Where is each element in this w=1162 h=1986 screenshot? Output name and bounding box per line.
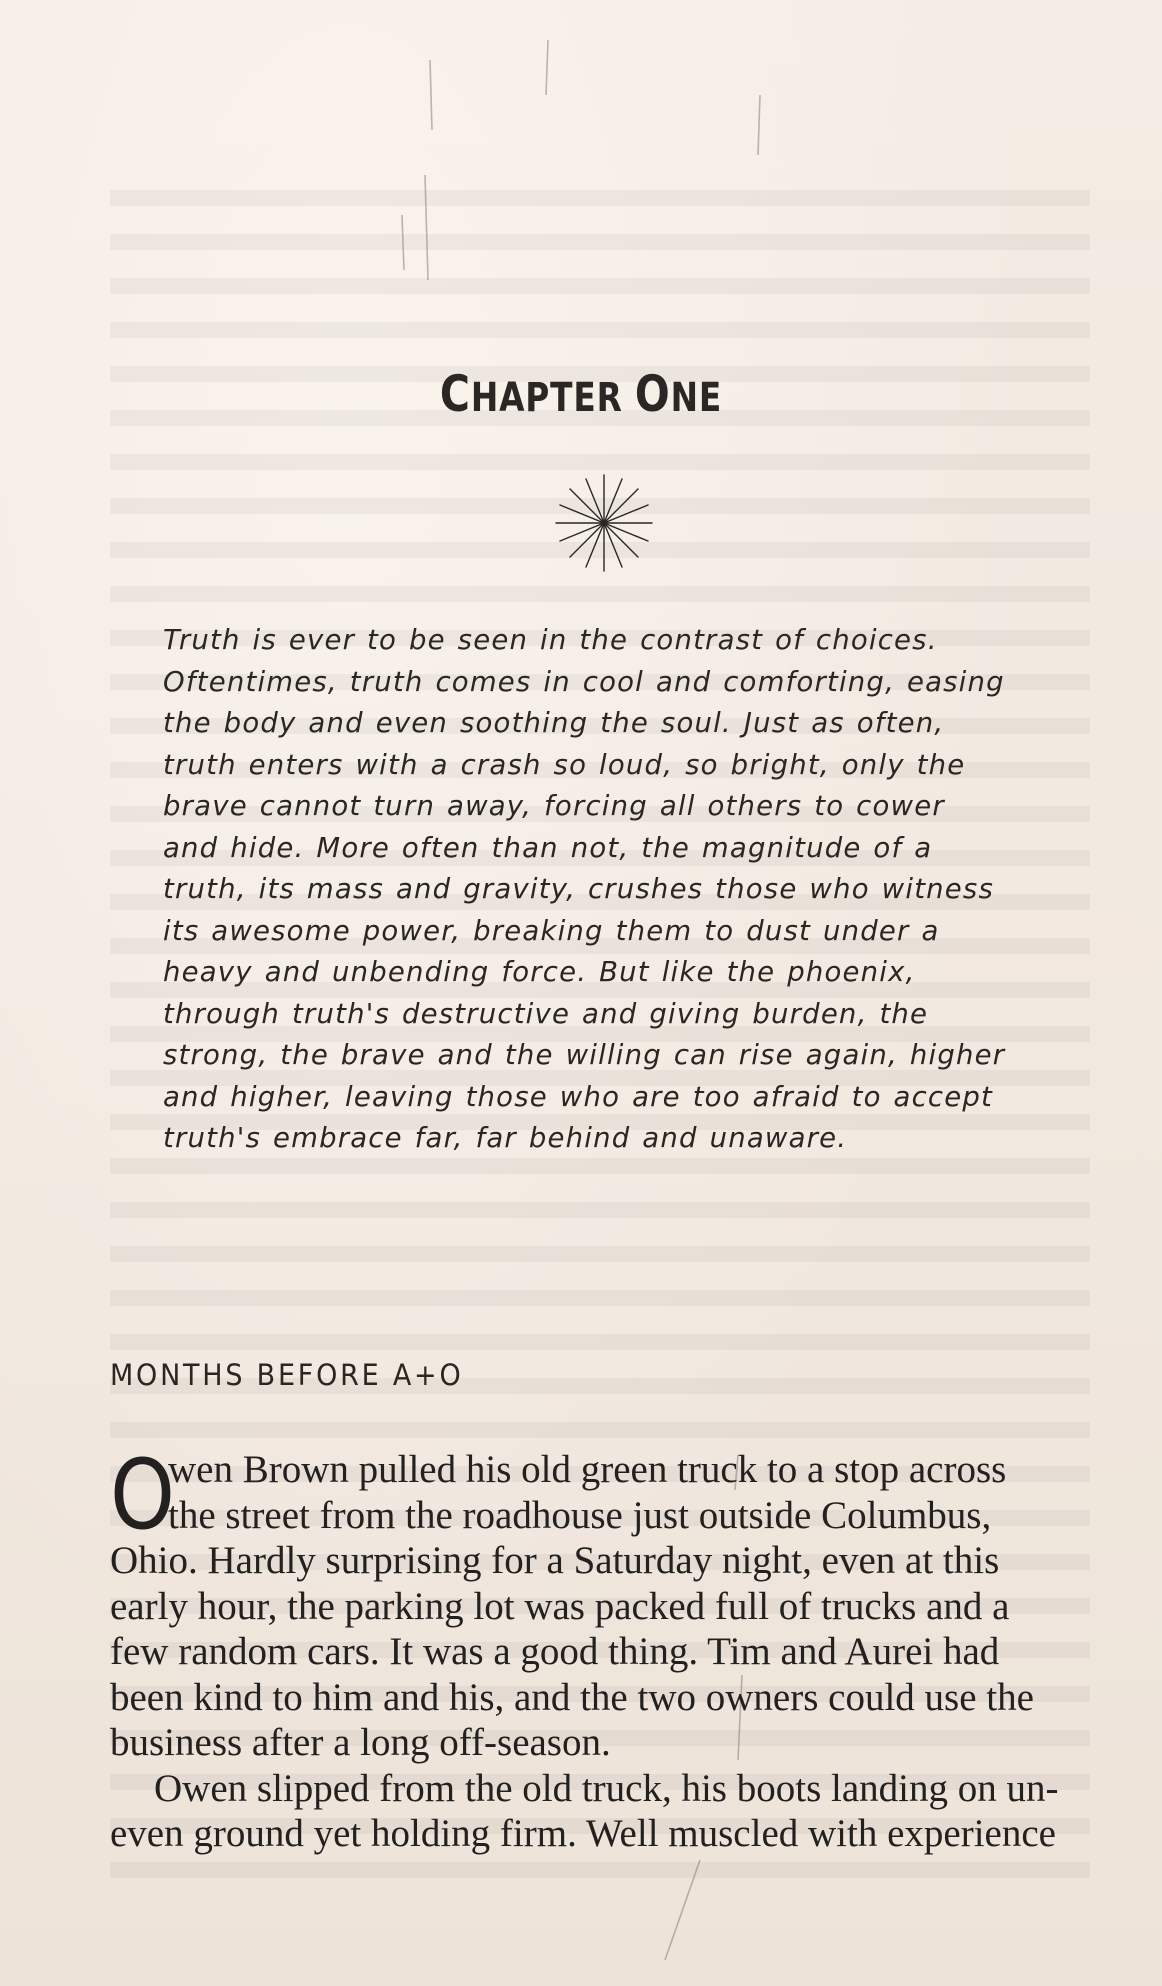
epigraph-line: and hide. More often than not, the magnitude of a (163, 831, 933, 864)
epigraph-line: Truth is ever to be seen in the contrast of choices. (163, 624, 938, 656)
body-line: Owen slipped from the old truck, his boots landing on un- (154, 1766, 1059, 1810)
body-line: early hour, the parking lot was packed full of trucks and a (110, 1584, 1010, 1628)
epigraph-line: and higher, leaving those who are too afraid to accept (163, 1080, 993, 1113)
chapter-title (105, 364, 1058, 428)
chapter-title-word-ne: NE (670, 375, 723, 421)
chapter-title-cap-o: O (634, 365, 671, 423)
drop-cap: O (110, 1439, 175, 1551)
epigraph-line: Oftentimes, truth comes in cool and comforting, easing (163, 665, 1005, 698)
body-line: few random cars. It was a good thing. Tim and Aurei had (110, 1630, 1000, 1673)
section-heading: MONTHS BEFORE A+O (110, 1358, 464, 1392)
epigraph-line: through truth's destructive and giving burden, the (163, 997, 929, 1030)
body-line: wen Brown pulled his old green truck to a stop across (168, 1448, 1007, 1491)
epigraph-line: truth's embrace far, far behind and unaware. (163, 1122, 848, 1154)
epigraph-line: strong, the brave and the willing can rise again, higher (163, 1039, 1006, 1071)
body-text (110, 1439, 1090, 1857)
epigraph-line: heavy and unbending force. But like the phoenix, (163, 956, 916, 988)
epigraph-line: brave cannot turn away, forcing all others to cower (163, 790, 945, 822)
body-line: even ground yet holding firm. Well muscled with experience (110, 1812, 1056, 1855)
chapter-title-word-hapter: HAPTER (470, 375, 635, 421)
chapter-title-cap-c: C (439, 365, 471, 423)
starburst-icon (554, 473, 654, 573)
epigraph-line: its awesome power, breaking them to dust under a (163, 914, 940, 947)
body-line: business after a long off-season. (110, 1721, 611, 1764)
body-line: been kind to him and his, and the two owners could use the (110, 1675, 1034, 1719)
body-line: Ohio. Hardly surprising for a Saturday night, even at this (110, 1539, 1000, 1582)
epigraph (163, 620, 1043, 1160)
epigraph-line: truth enters with a crash so loud, so bright, only the (163, 748, 966, 781)
epigraph-line: the body and even soothing the soul. Just as often, (163, 707, 945, 739)
body-line: the street from the roadhouse just outside Columbus, (168, 1493, 992, 1537)
epigraph-line: truth, its mass and gravity, crushes those who witness (163, 873, 994, 905)
